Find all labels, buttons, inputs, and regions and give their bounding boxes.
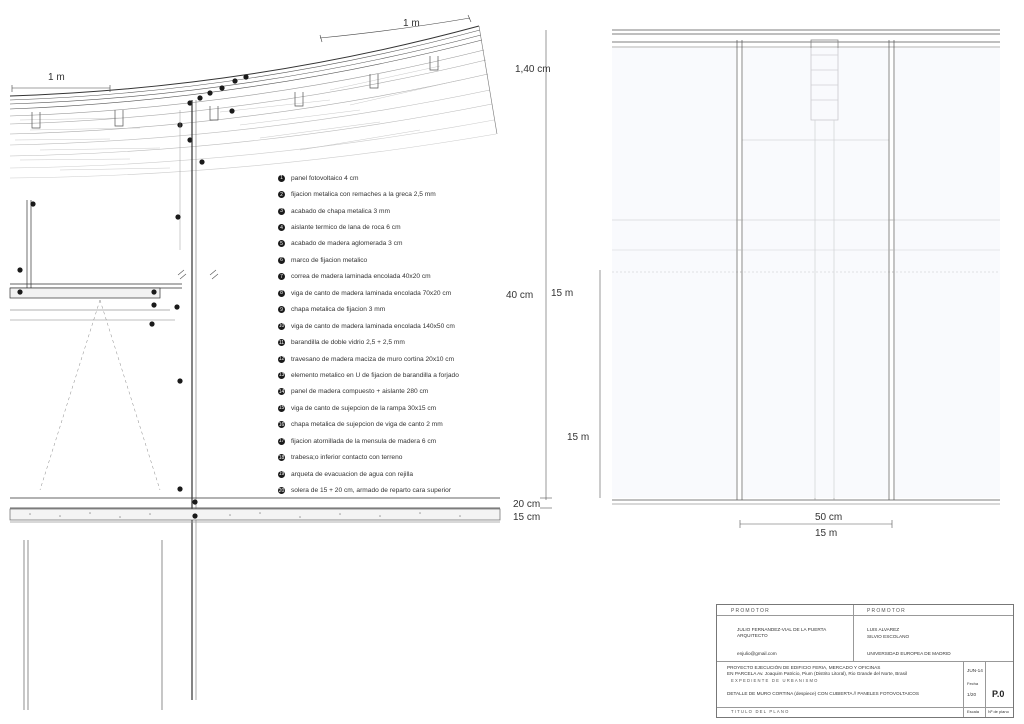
legend-number-marker: 4 <box>278 224 285 231</box>
tb-plan-title-label: TITULO DEL PLANO <box>731 709 790 714</box>
legend-text: panel de madera compuesto + aislante 280 cm <box>291 388 429 396</box>
legend-text: elemento metalico en U de fijacion de barandilla a forjado <box>291 371 459 379</box>
legend-item <box>278 400 548 416</box>
tb-date-label: Fecha <box>967 681 979 686</box>
legend-item <box>278 449 548 465</box>
floor-slab <box>10 200 182 320</box>
tb-plan-number-label: Nº de plano <box>988 709 1009 714</box>
legend-text: fijacion metalica con remaches a la greca 2,5 mm <box>291 191 436 199</box>
legend-number-marker: 14 <box>278 388 285 395</box>
legend-text: viga de canto de sujepcion de la rampa 30x15 cm <box>291 404 437 412</box>
legend-item <box>278 285 548 301</box>
legend-text: travesano de madera maciza de muro cortina 20x10 cm <box>291 355 455 363</box>
legend-number-marker: 10 <box>278 323 285 330</box>
tb-plan-title: DETALLE DE MURO CORTINA (despiece) CON CUBIERTA // PANELES FOTOVOLTAICOS <box>727 691 920 696</box>
legend-text: viga de canto de madera laminada encolada 140x50 cm <box>291 322 455 330</box>
dim-roof-height: 1,40 cm <box>515 64 551 75</box>
tb-architect-role: ARQUITECTO <box>737 633 768 638</box>
legend-text: acabado de chapa metalica 3 mm <box>291 207 390 215</box>
legend-number-marker: 17 <box>278 438 285 445</box>
legend-item <box>278 482 548 498</box>
legend-number-marker: 2 <box>278 191 285 198</box>
legend-text: correa de madera laminada encolada 40x20 cm <box>291 273 431 281</box>
legend-text: chapa metalica de sujepcion de viga de canto 2 mm <box>291 421 443 429</box>
tb-promotor-left: PROMOTOR <box>731 608 770 614</box>
legend-item <box>278 252 548 268</box>
legend-item <box>278 186 548 202</box>
legend-number-marker: 11 <box>278 339 285 346</box>
legend-item <box>278 318 548 334</box>
legend-number-marker: 12 <box>278 356 285 363</box>
legend-text: barandilla de doble vidrio 2,5 + 2,5 mm <box>291 339 405 347</box>
tb-scale-label: Escala <box>967 709 980 714</box>
legend-item <box>278 302 548 318</box>
basement-walls <box>24 540 162 710</box>
legend-number-marker: 18 <box>278 454 285 461</box>
legend-text: viga de canto de madera laminada encolada 70x20 cm <box>291 289 452 297</box>
dim-wall-depth: 40 cm <box>506 290 534 301</box>
ground-slab <box>10 498 500 522</box>
dim-roof-left: 1 m <box>48 72 65 83</box>
roof-section <box>10 26 497 178</box>
legend-text: trabesa;o inferior contacto con terreno <box>291 454 403 462</box>
tb-promotor-right: PROMOTOR <box>867 608 906 614</box>
legend-item <box>278 351 548 367</box>
legend-number-marker: 15 <box>278 405 285 412</box>
dim-roof-top: 1 m <box>403 18 420 29</box>
tb-scale: 1/20 <box>967 692 977 697</box>
tb-university: UNIVERSIDAD EUROPEA DE MADRID <box>867 651 951 656</box>
legend-number-marker: 13 <box>278 372 285 379</box>
elevation-glazing <box>612 48 1000 498</box>
wall-section <box>180 100 196 700</box>
legend <box>278 170 548 499</box>
tb-plan-number: P.0 <box>992 689 1005 699</box>
legend-item <box>278 203 548 219</box>
dim-elevation-width: 15 m <box>815 528 838 539</box>
legend-number-marker: 16 <box>278 421 285 428</box>
tb-project-line-2: EN PARCELA Av. Joaquim Patricio, Pium (Distrito Litoral), Rio Grande del Norte, Brasil <box>727 671 908 676</box>
legend-item <box>278 334 548 350</box>
tb-architect-name: JULIO FERNANDEZ-VIAL DE LA PUERTA <box>737 627 827 632</box>
legend-number-marker: 19 <box>278 471 285 478</box>
tb-promotor-name-1: LUIS ALVAREZ <box>867 627 900 632</box>
tb-expediente: EXPEDIENTE DE URBANISMO <box>731 678 819 683</box>
legend-item <box>278 384 548 400</box>
legend-text: panel fotovoltaico 4 cm <box>291 174 359 182</box>
legend-number-marker: 6 <box>278 257 285 264</box>
legend-number-marker: 3 <box>278 208 285 215</box>
dim-slab-upper: 20 cm <box>513 499 541 510</box>
legend-item <box>278 466 548 482</box>
legend-item <box>278 367 548 383</box>
legend-text: aislante termico de lana de roca 6 cm <box>291 224 401 232</box>
legend-text: arqueta de evacuacion de agua con rejilla <box>291 470 414 478</box>
legend-item <box>278 170 548 186</box>
tb-email: enjulio@gmail.com <box>737 651 777 656</box>
roof-callouts <box>177 74 248 164</box>
legend-number-marker: 1 <box>278 175 285 182</box>
legend-text: fijacion atornillada de la mensula de madera 6 cm <box>291 437 437 445</box>
legend-number-marker: 7 <box>278 273 285 280</box>
wall-callouts <box>17 201 197 518</box>
break-marks <box>178 270 218 279</box>
legend-number-marker: 5 <box>278 240 285 247</box>
tb-promotor-name-2: SILVIO ESCOLANO <box>867 634 910 639</box>
dim-slab-lower: 15 cm <box>513 512 541 523</box>
title-block <box>716 604 1014 718</box>
legend-item <box>278 269 548 285</box>
dim-elevation-module: 50 cm <box>815 512 843 523</box>
legend-item <box>278 417 548 433</box>
legend-item <box>278 219 548 235</box>
legend-text: solera de 15 + 20 cm, armado de reparto cara superior <box>291 487 451 495</box>
legend-item <box>278 433 548 449</box>
glazing-lines <box>40 300 160 490</box>
legend-text: marco de fijacion metalico <box>291 256 368 264</box>
legend-text: chapa metalica de fijacion 3 mm <box>291 306 386 314</box>
legend-text: acabado de madera aglomerada 3 cm <box>291 240 403 248</box>
legend-number-marker: 20 <box>278 487 285 494</box>
dim-wall-height: 15 m <box>551 288 574 299</box>
legend-item <box>278 236 548 252</box>
tb-date: JUN-14 <box>967 668 983 673</box>
tb-project-line-1: PROYECTO EJECUCIÓN DE EDIFICIO FERIA, MERCADO Y OFICINAS <box>727 665 881 670</box>
dim-lower-height: 15 m <box>567 432 590 443</box>
legend-number-marker: 9 <box>278 306 285 313</box>
legend-number-marker: 8 <box>278 290 285 297</box>
